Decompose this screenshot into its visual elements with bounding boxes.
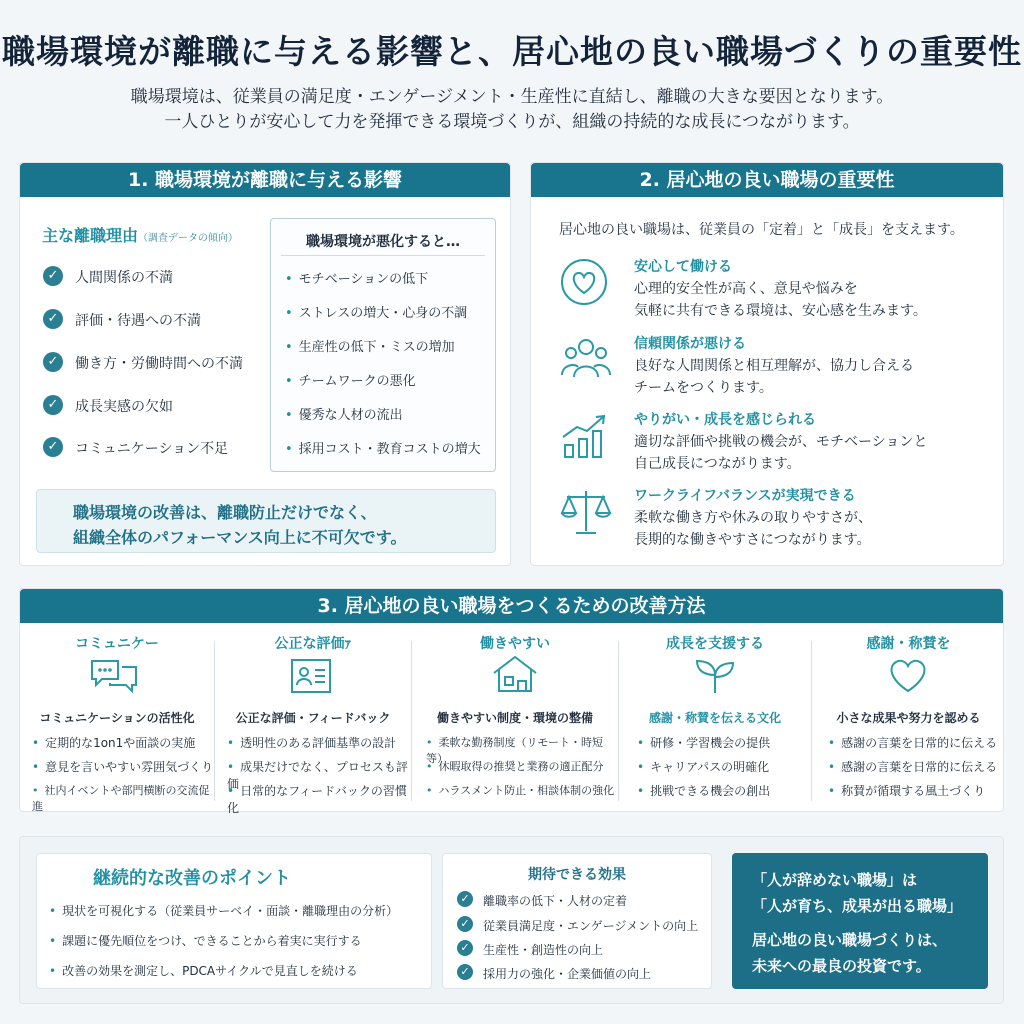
team-icon	[559, 333, 613, 387]
quote-line-1: 「人が辞めない職場」は	[752, 871, 918, 889]
method-item: • 日常的なフィードバックの習慣化	[227, 782, 411, 816]
method-title: 小さな成果や努力を認める	[836, 711, 981, 725]
importance-item-title: 信頼関係が悪ける	[634, 336, 746, 352]
method-item: • 挑戦できる機会の創出	[637, 782, 770, 799]
quote-line-2: 「人が育ち、成果が出る職場」	[752, 897, 963, 915]
importance-item-line: 良好な人間関係と相互理解が、協力し合える	[634, 358, 914, 374]
check-icon: ✓	[457, 964, 473, 980]
point-item: • 現状を可視化する（従業員サーベイ・面談・離職理由の分析）	[49, 902, 398, 919]
importance-lead: 居心地の良い職場は、従業員の「定着」と「成長」を支えます。	[559, 222, 964, 238]
reason-item: 人間関係の不満	[75, 270, 173, 286]
check-icon: ✓	[43, 352, 63, 372]
importance-item-line: 適切な評価や挑戦の機会が、モチベーションと	[634, 434, 928, 450]
method-item: • キャリアパスの明確化	[637, 758, 769, 775]
worse-item: • 優秀な人材の流出	[285, 404, 403, 423]
importance-item-title: ワークライフバランスが実現できる	[634, 488, 856, 504]
method-item: • 称賛が循環する風土づくり	[828, 782, 985, 799]
section-methods	[19, 588, 1004, 815]
points-title: 継続的な改善のポイント	[93, 868, 291, 889]
method-label: 感謝・称賛を	[866, 636, 951, 652]
importance-item-title: 安心して働ける	[634, 259, 732, 275]
method-item: • 研修・学習機会の提供	[637, 734, 770, 751]
points-box	[36, 853, 432, 989]
worse-item: • モチベーションの低下	[285, 268, 428, 287]
reasons-title	[42, 223, 238, 246]
method-item: • 社内イベントや部門横断の交流促進	[32, 782, 214, 814]
method-item: • 定期的な1on1や面談の実施	[32, 734, 195, 751]
worse-title: 職場環境が悪化すると…	[306, 234, 460, 250]
importance-item-line: 気軽に共有できる環境は、安心感を生みます。	[634, 303, 927, 319]
effect-item: 離職率の低下・人材の定着	[483, 894, 628, 908]
method-item: • 意見を言いやすい雰囲気づくり	[32, 758, 213, 775]
quote-line-4: 未来への最良の投資です。	[752, 957, 931, 975]
point-item: • 課題に優先順位をつけ、できることから着実に実行する	[49, 932, 362, 949]
method-item: • 透明性のある評価基準の設計	[227, 734, 396, 751]
check-icon: ✓	[43, 266, 63, 286]
method-label: コミュニケー	[75, 636, 159, 652]
reason-item: 働き方・労働時間への不満	[75, 356, 243, 372]
method-item: • 成果だけでなく、プロセスも評価	[227, 758, 411, 792]
importance-item-line: 自己成長につながります。	[634, 456, 801, 472]
intro-line-2: 一人ひとりが安心して力を発揮できる環境づくりが、組織の持続的な成長につながります。	[164, 112, 860, 132]
reason-item: コミュニケーション不足	[75, 441, 229, 457]
point-item: • 改善の効果を測定し、PDCAサイクルで見直しを続ける	[49, 962, 358, 979]
effect-item: 従業員満足度・エンゲージメントの向上	[483, 919, 699, 933]
section-importance-heading: 2. 居心地の良い職場の重要性	[531, 163, 1003, 197]
importance-item-line: 長期的な働きやすさにつながります。	[634, 532, 871, 548]
check-icon: ✓	[457, 891, 473, 907]
reasons-note: （調査データの傾向）	[138, 233, 239, 244]
method-title: 公正な評価・フィードバック	[235, 711, 391, 725]
balance-scale-icon	[559, 485, 613, 543]
method-item: • ハラスメント防止・相談体制の強化	[426, 782, 614, 798]
importance-item-title: やりがい・成長を感じられる	[634, 412, 816, 428]
method-column	[20, 589, 214, 813]
effects-title: 期待できる効果	[528, 867, 626, 883]
method-item: • 柔軟な勤務制度（リモート・時短等）	[426, 734, 618, 766]
method-column	[412, 589, 618, 813]
check-icon: ✓	[457, 916, 473, 932]
profile-card-icon	[289, 657, 333, 699]
quote-line-3: 居心地の良い職場づくりは、	[752, 931, 948, 949]
method-column	[619, 589, 811, 813]
worse-item: • チームワークの悪化	[285, 370, 416, 389]
house-icon	[490, 653, 540, 699]
heart-outline-icon	[886, 655, 930, 699]
method-title: 感謝・称賛を伝える文化	[648, 711, 781, 725]
check-icon: ✓	[43, 309, 63, 329]
importance-item-line: チームをつくります。	[634, 380, 773, 396]
reason-item: 評価・待遇への不満	[75, 313, 201, 329]
method-column	[215, 589, 411, 813]
method-label: 成長を支援する	[666, 636, 764, 652]
importance-item-line: 心理的安全性が高く、意見や悩みを	[634, 281, 858, 297]
method-item: • 感謝の言葉を日常的に伝える	[828, 758, 997, 775]
impact-note-line-1: 職場環境の改善は、離職防止だけでなく、	[73, 503, 377, 522]
worse-box	[270, 218, 496, 472]
worse-item: • 生産性の低下・ミスの増加	[285, 336, 455, 355]
intro-line-1: 職場環境は、従業員の満足度・エンゲージメント・生産性に直結し、離職の大きな要因となります。	[130, 87, 894, 107]
section-methods-heading: 3. 居心地の良い職場をつくるための改善方法	[20, 589, 1003, 623]
effects-box	[442, 853, 712, 989]
method-column	[812, 589, 1005, 813]
effect-item: 生産性・創造性の向上	[483, 943, 604, 957]
chat-icon	[88, 655, 140, 699]
sprout-icon	[693, 655, 737, 699]
check-icon: ✓	[457, 940, 473, 956]
check-icon: ✓	[43, 395, 63, 415]
effect-item: 採用力の強化・企業価値の向上	[483, 967, 652, 981]
page-title: 職場環境が離職に与える影響と、居心地の良い職場づくりの重要性	[2, 32, 1022, 71]
section-importance	[530, 162, 1004, 566]
method-item: • 感謝の言葉を日常的に伝える	[828, 734, 997, 751]
method-title: 働きやすい制度・環境の整備	[436, 711, 593, 725]
section-impact-heading: 1. 職場環境が離職に与える影響	[20, 163, 510, 197]
importance-item-line: 柔軟な働き方や休みの取りやすさが、	[634, 510, 872, 526]
footer-section	[19, 836, 1004, 1004]
heart-icon	[559, 257, 609, 311]
worse-item: • 採用コスト・教育コストの増大	[285, 438, 481, 457]
quote-box	[732, 853, 988, 989]
worse-item: • ストレスの増大・心身の不調	[285, 302, 467, 321]
method-item: • 休暇取得の推奨と業務の適正配分	[426, 758, 604, 774]
worse-divider	[281, 255, 485, 256]
method-label: 働きやすい	[480, 636, 550, 652]
impact-note-line-2: 組織全体のパフォーマンス向上に不可欠です。	[73, 528, 407, 547]
method-title: コミュニケーションの活性化	[39, 711, 195, 725]
method-label: 公正な評価ｧ	[274, 636, 352, 652]
reason-item: 成長実感の欠如	[75, 399, 173, 415]
section-impact	[19, 162, 511, 566]
reasons-title-text: 主な離職理由	[42, 226, 139, 245]
growth-chart-icon	[559, 411, 613, 465]
check-icon: ✓	[43, 437, 63, 457]
impact-note	[36, 489, 496, 553]
